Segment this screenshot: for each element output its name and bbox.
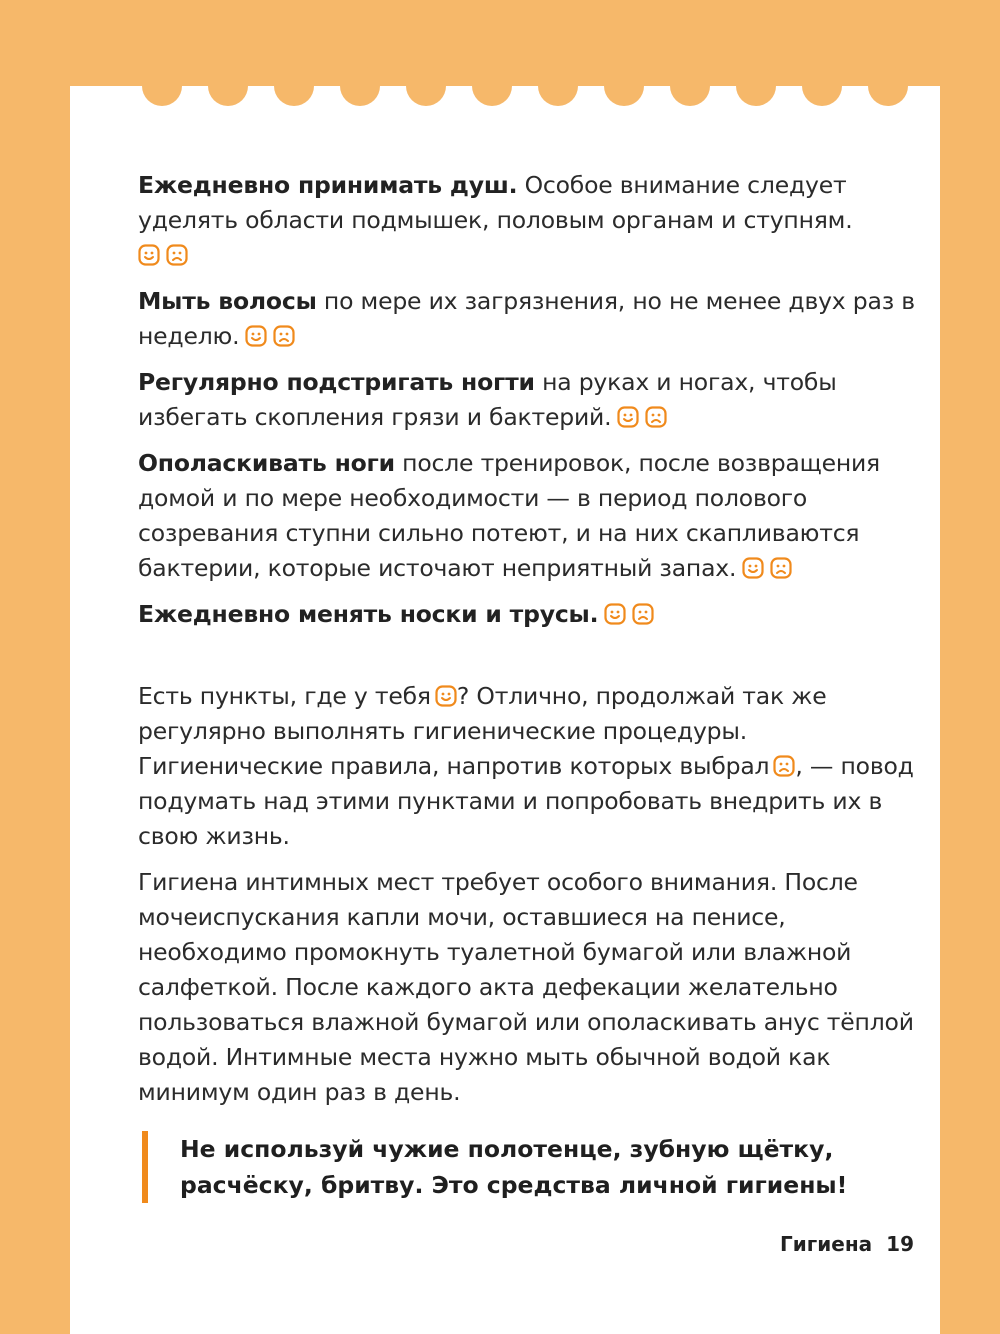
smiley-face-icon[interactable] [617, 406, 639, 428]
item-title: Ежедневно принимать душ. [138, 171, 518, 199]
binder-holes [142, 86, 922, 126]
notebook-page [70, 86, 940, 1334]
checklist-item [138, 597, 918, 632]
binder-hole [802, 66, 842, 106]
binder-hole [406, 66, 446, 106]
smiley-face-icon[interactable] [604, 603, 626, 625]
item-text: по мере их загрязнения, но не менее двух раз в неделю. [138, 287, 915, 350]
sad-face-icon[interactable] [645, 406, 667, 428]
sad-face-icon[interactable] [273, 325, 295, 347]
item-text: после тренировок, после возвращения домой и по мере необходимости — в период полового созревания ступни сильно потеют, и на них скапливаются бактерии, которые источают неприятный запах. [138, 449, 880, 582]
binder-hole [604, 66, 644, 106]
item-title: Ежедневно менять носки и трусы. [138, 600, 599, 628]
summary-text-1: Есть пункты, где у тебя [138, 682, 431, 710]
binder-hole [208, 66, 248, 106]
sad-face-icon[interactable] [166, 244, 188, 266]
checklist-content [138, 168, 918, 1121]
summary-text-3: , — повод подумать над этими пунктами и попробовать внедрить их в свою жизнь. [138, 752, 914, 850]
binder-hole [538, 66, 578, 106]
smiley-face-icon [435, 685, 457, 707]
item-title: Мыть волосы [138, 287, 317, 315]
checklist-item [138, 365, 918, 435]
page-footer [780, 1232, 914, 1256]
sad-face-icon[interactable] [770, 557, 792, 579]
binder-hole [142, 66, 182, 106]
binder-hole [670, 66, 710, 106]
smiley-face-icon[interactable] [245, 325, 267, 347]
binder-hole [868, 66, 908, 106]
checklist-item [138, 284, 918, 354]
binder-hole [340, 66, 380, 106]
binder-hole [274, 66, 314, 106]
item-title: Регулярно подстригать ногти [138, 368, 535, 396]
binder-hole [472, 66, 512, 106]
checklist-item [138, 168, 918, 273]
sad-face-icon [773, 755, 795, 777]
smiley-face-icon[interactable] [138, 244, 160, 266]
checklist-item [138, 446, 918, 586]
callout-note: Не используй чужие полотенце, зубную щётку, расчёску, бритву. Это средства личной гигиены! [142, 1131, 940, 1203]
spacer [138, 643, 918, 679]
smiley-face-icon[interactable] [742, 557, 764, 579]
summary-text-2: ? Отлично, продолжай так же регулярно выполнять гигиенические процедуры. Гигиенические правила, напротив которых выбрал [138, 682, 827, 780]
intimate-hygiene-paragraph: Гигиена интимных мест требует особого внимания. После мочеиспускания капли мочи, оставшиеся на пенисе, необходимо промокнуть туалетной бумагой или влажной салфеткой. После каждого акта дефекации желательно пользоваться влажной бумагой или ополаскивать анус тёплой водой. Интимные места нужно мыть обычной водой как минимум один раз в день. [138, 868, 914, 1106]
binder-hole [736, 66, 776, 106]
section-title: Гигиена [780, 1232, 873, 1256]
item-text: Особое внимание следует уделять области подмышек, половым органам и ступням. [138, 171, 853, 234]
sad-face-icon[interactable] [632, 603, 654, 625]
item-title: Ополаскивать ноги [138, 449, 395, 477]
summary-paragraph [138, 679, 918, 854]
item-text: на руках и ногах, чтобы избегать скопления грязи и бактерий. [138, 368, 837, 431]
page-number: 19 [886, 1232, 914, 1256]
